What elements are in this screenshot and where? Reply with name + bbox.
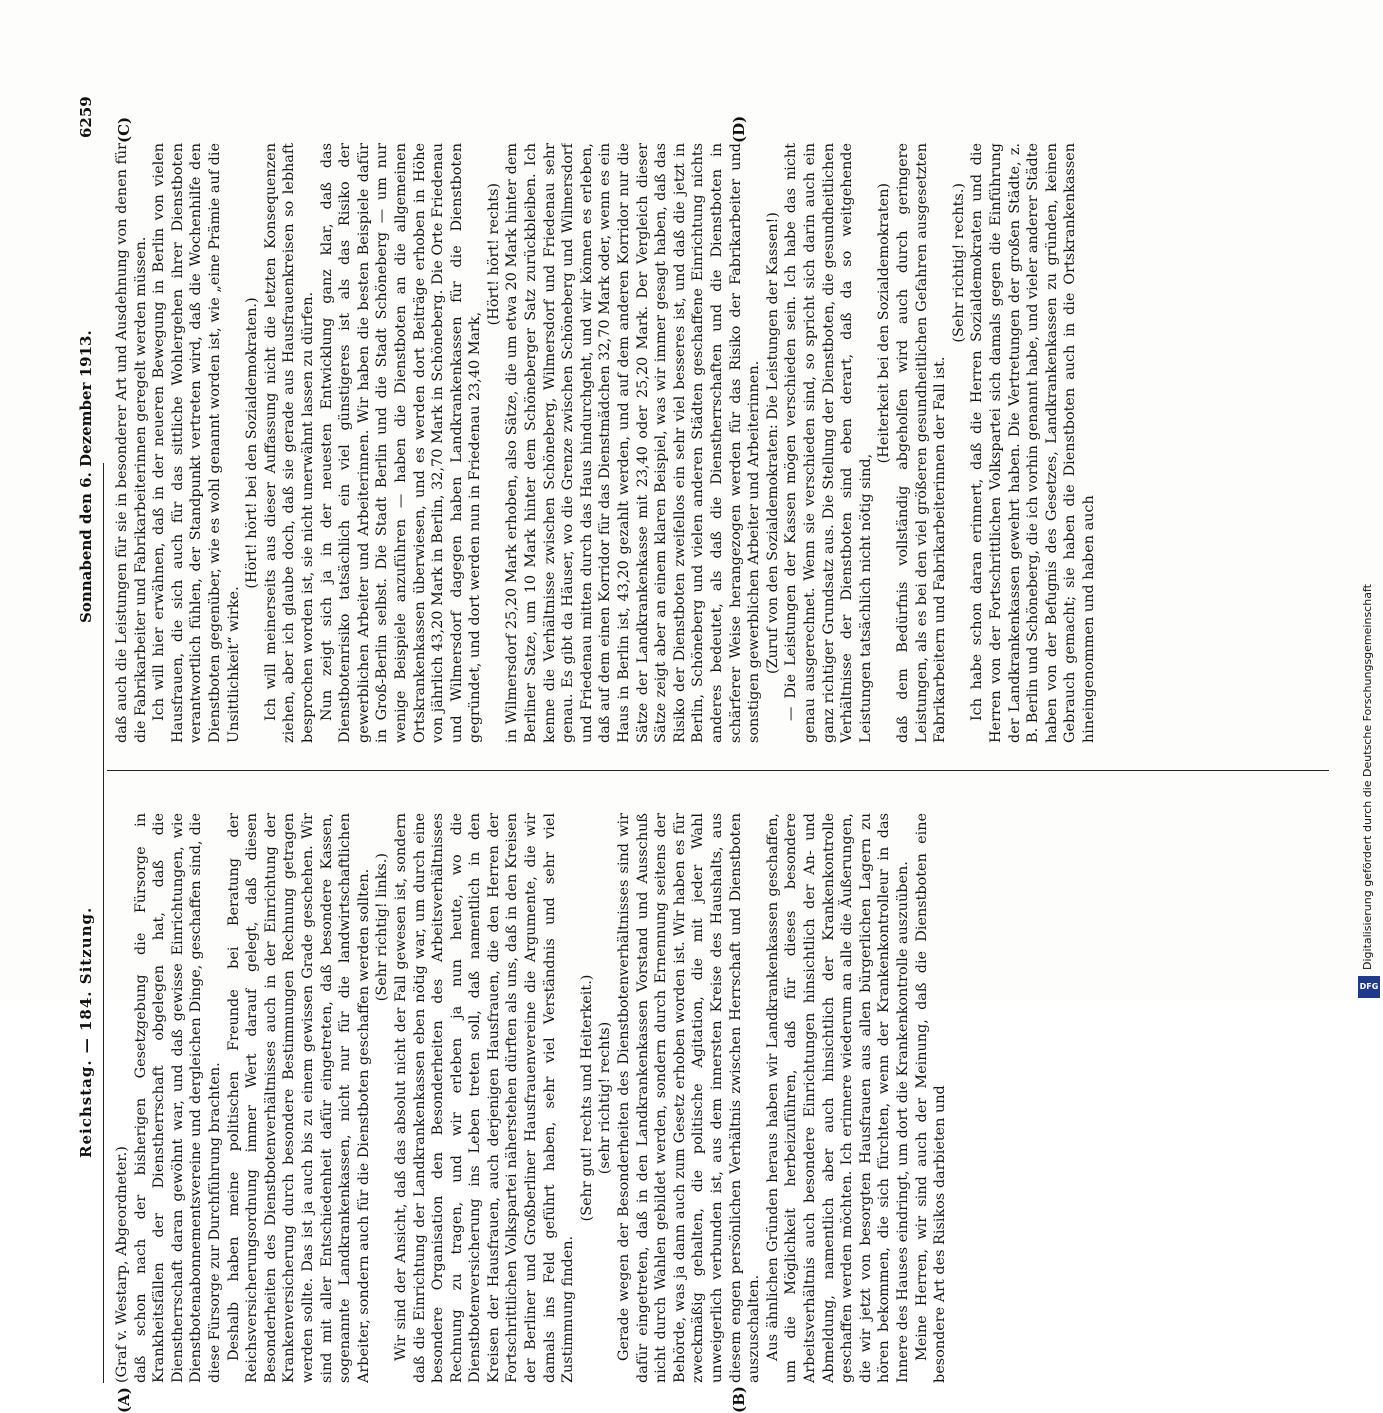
paragraph: daß auch die Leistungen für sie in besonderer Art und Ausdehnung von denen für die Fabrikarbeiter und Fabrikarbeiterinnen geregelt werden müssen. bbox=[114, 143, 149, 743]
page-number: 6259 bbox=[77, 96, 95, 138]
paragraph: — Die Leistungen der Kassen mögen verschieden sein. Ich habe das nicht genau ausgerechnet. Wenn sie verschieden sind, so spricht sich darin auch ein ganz richtiger Grundsatz aus. Die Stellung der Dienstboten, die gesundheitlichen Verhältnisse der Dienstboten sind eben derart, daß da so weitgehende Leistungen tatsächlich nicht nötig sind, bbox=[783, 143, 874, 743]
interjection: (Zuruf von den Sozialdemokraten: Die Leistungen der Kassen!) bbox=[764, 212, 781, 674]
paragraph: Wir sind der Ansicht, daß das absolut nicht der Fall gewesen ist, sondern daß die Einrichtung der Landkrankenkassen eben nötig war, um durch eine besondere Organisation den Besonderheiten des Arbeitsverhältnisses Rechnung zu tragen, und wir erleben ja nun heute, wo die Dienstbotenversicherung ins Leben treten soll, daß namentlich in den Kreisen der Hausfrauen, auch derjenigen Hausfrauen, die den Herren der Fortschrittlichen Volkspartei näherstehen dürften als uns, daß in den Kreisen der Berliner und Großberliner Hausfrauenvereine die Argumente, die wir damals ins Feld geführt haben, sehr viel Verständnis und sehr viel Zustimmung finden. bbox=[392, 813, 577, 1383]
header-title-left: Reichstag. — 184. Sitzung. bbox=[77, 906, 95, 1158]
digitization-credit bbox=[1356, 240, 1380, 1000]
interjection: (Sehr richtig! links.) bbox=[374, 853, 391, 1002]
left-column bbox=[113, 813, 1323, 1383]
paragraph: Deshalb haben meine politischen Freunde bei Beratung der Reichsversicherungsordnung immer Wert darauf gelegt, daß diesen Besonderheiten des Dienstbotenverhältnisses auch in der Einrichtung der Krankenversicherung durch besondere Bestimmungen Rechnung getragen werden sollte. Das ist ja auch bis zu einem gewissen Grade geschehen. Wir sind mit aller Entschiedenheit dafür eingetreten, daß besondere Kassen, sogenannte Landkrankenkassen, nicht nur für die landwirtschaftlichen Arbeiter, sondern auch für die Dienstboten geschaffen werden sollten. bbox=[225, 813, 372, 1383]
interjection: (sehr richtig! rechts) bbox=[597, 1021, 614, 1175]
margin-marker-a: (A) bbox=[115, 1387, 133, 1413]
running-header bbox=[75, 96, 104, 1383]
paragraph: Meine Herren, wir sind auch der Meinung, daß die Dienstboten eine besondere Art des Risikos darbieten und bbox=[913, 813, 949, 1383]
paragraph: Nun zeigt sich ja in der neuesten Entwicklung ganz klar, daß das Dienstbotenrisiko tatsächlich ein viel günstigeres ist als das Risiko der gewerblichen Arbeiter und Arbeiterinnen. Wir haben die besten Beispiele dafür in Groß-Berlin selbst. Die Stadt Berlin und die Stadt Schöneberg — um nur wenige Beispiele anzuführen — haben die Dienstboten an die allgemeinen Ortskrankenkassen überwiesen, und es werden dort Beiträge erhoben in Höhe von jährlich 43,20 Mark in Berlin, 32,70 Mark in Schöneberg. Die Orte Friedenau und Wilmersdorf dagegen haben Landkrankenkassen für die Dienstboten gegründet, und dort werden nun in Friedenau 23,40 Mark, bbox=[318, 143, 484, 743]
speaker-note: (Graf v. Westarp, Abgeordneter.) bbox=[114, 1146, 130, 1383]
interjection: (Heiterkeit bei den Sozialdemokraten) bbox=[876, 183, 893, 464]
paragraph: Gerade wegen der Besonderheiten des Dienstbotenverhältnisses sind wir dafür eingetreten, daß in den Landkrankenkassen Vorstand und Ausschuß nicht durch Wahlen gebildet werden, sondern durch Ernennung seitens der Behörde, was ja dann auch zum Gesetz erhoben worden ist. Wir haben es für zweckmäßig gehalten, die politische Agitation, die mit jeder Wahl unweigerlich verbunden ist, aus dem innersten Kreise des Haushalts, aus diesem engen persönlichen Verhältnis zwischen Herrschaft und Dienstboten auszuschalten. bbox=[616, 813, 763, 1383]
paragraph: daß dem Bedürfnis vollständig abgeholfen wird auch durch geringere Leistungen, als es bei den viel größeren gesundheitlichen Gefahren ausgesetzten Fabrikarbeitern und Fabrikarbeiterinnen der Fall ist. bbox=[894, 143, 949, 743]
header-title-right: Sonnabend den 6. Dezember 1913. bbox=[77, 330, 95, 623]
right-column bbox=[113, 143, 1323, 743]
interjection: (Sehr gut! rechts und Heiterkeit.) bbox=[578, 974, 595, 1222]
paragraph: Ich will hier erwähnen, daß in der neueren Bewegung in Berlin von vielen Hausfrauen, die sich auch für das sittliche Wohlergehen ihrer Dienstboten verantwortlich fühlen, der Standpunkt vertreten wird, daß die Wochenhilfe den Dienstboten gegenüber, wie es wohl genannt worden ist, wie „eine Prämie auf die Unsittlichkeit“ wirke. bbox=[151, 143, 242, 743]
margin-marker-d: (D) bbox=[730, 115, 748, 143]
interjection: (Hört! hört! bei den Sozialdemokraten.) bbox=[244, 297, 261, 589]
margin-marker-c: (C) bbox=[115, 116, 133, 143]
page-body bbox=[75, 96, 1335, 1413]
interjection: (Hört! hört! rechts) bbox=[485, 183, 502, 326]
paragraph: Aus ähnlichen Gründen heraus haben wir Landkrankenkassen geschaffen, um die Möglichkeit herbeizuführen, daß für dieses besondere Arbeitsverhältnis auch besondere Einrichtungen hinsichtlich der An- und Abmeldung, namentlich aber auch hinsichtlich der Krankenkontrolle geschaffen werden möchten. Ich erinnere wiederum an alle die Äußerungen, die wir jetzt von besorgten Hausfrauen aus allen bürgerlichen Lagern zu hören bekommen, die sich fürchten, wenn der Krankenkontrolleur in das Innere des Hauses eindringt, um dort die Krankenkontrolle auszuüben. bbox=[764, 813, 911, 1383]
credit-text: Digitalisierung gefördert durch die Deutsche Forschungsgemeinschaft bbox=[1361, 584, 1374, 970]
dfg-logo: DFG bbox=[1358, 976, 1380, 998]
column-divider bbox=[107, 770, 1329, 771]
paragraph: daß schon nach der bisherigen Gesetzgebung die Fürsorge in Krankheitsfällen der Dienstherrschaft obgelegen hat, daß die Dienstherrschaft daran gewöhnt war, und daß gewisse Einrichtungen, wie Dienstbotenabonnementsvereine und dergleichen Dinge, geschaffen sind, die diese Fürsorge zur Durchführung brachten. bbox=[132, 813, 223, 1383]
paragraph: in Wilmersdorf 25,20 Mark erhoben, also Sätze, die um etwa 20 Mark hinter dem Berliner Satze, um 10 Mark hinter dem Schöneberger Satz zurückbleiben. Ich kenne die Verhältnisse zwischen Schöneberg, Wilmersdorf und Friedenau sehr genau. Es gibt da Häuser, wo die Grenze zwischen Schöneberg und Wilmersdorf und Friedenau mitten durch das Haus hindurchgeht, und wir können es erleben, daß auf dem einen Korridor für das Dienstmädchen 32,70 Mark oder, wenn es ein Haus in Berlin ist, 43,20 gezahlt werden, und auf dem anderen Korridor nur die Sätze der Landkrankenkasse mit 23,40 oder 25,20 Mark. Der Vergleich dieser Sätze zeigt aber an einem klaren Beispiel, was wir immer gesagt haben, daß das Risiko der Dienstboten zweifellos ein sehr viel besseres ist, und daß die jetzt in Berlin, Schöneberg und vielen anderen Städten geschaffene Einrichtung nichts anderes bedeutet, als daß die Dienstherrschaften und die Dienstboten in schärferer Weise herangezogen werden für das Risiko der Fabrikarbeiter und sonstigen gewerblichen Arbeiter und Arbeiterinnen. bbox=[504, 143, 763, 743]
paragraph: Ich will meinerseits aus dieser Auffassung nicht die letzten Konsequenzen ziehen, aber ich glaube doch, daß sie gerade aus Hausfrauenkreisen so lebhaft besprochen worden ist, sie nicht unerwähnt lassen zu dürfen. bbox=[262, 143, 316, 743]
margin-marker-b: (B) bbox=[730, 1386, 748, 1413]
paragraph: Ich habe schon daran erinnert, daß die Herren Sozialdemokraten und die Herren von der Fortschrittlichen Volkspartei sich damals gegen die Einführung der Landkrankenkassen gewehrt haben. Die Vertretungen der großen Städte, z. B. Berlin und Schöneberg, die ich vorhin genannt habe, und vieler anderer Städte haben von der Befugnis des Gesetzes, Landkrankenkassen zu gründen, keinen Gebrauch gemacht; sie haben die Dienstboten auch in die Ortskrankenkassen hineingenommen und haben auch bbox=[969, 143, 1097, 743]
interjection: (Sehr richtig! rechts.) bbox=[950, 183, 967, 343]
